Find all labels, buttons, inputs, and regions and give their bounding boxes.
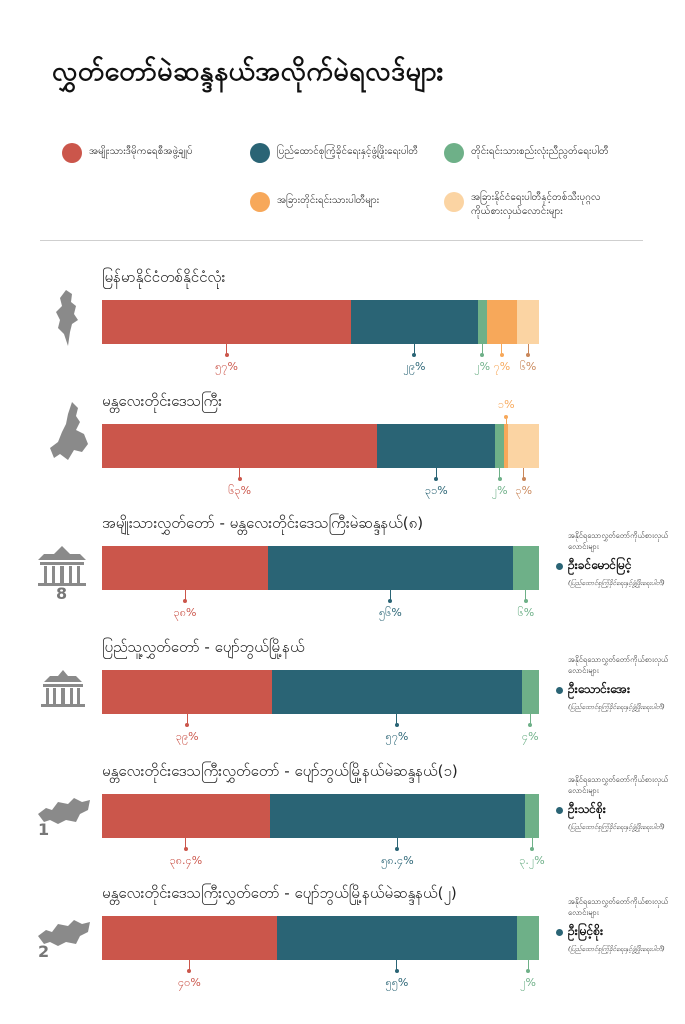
pct-label: ၂% <box>491 484 508 497</box>
legend-item-nld <box>62 142 193 163</box>
pct-label: ၅၇% <box>215 360 238 373</box>
stacked-bar <box>102 670 539 714</box>
winner-row <box>556 923 681 941</box>
winner-name: ဦးသင်စိုး <box>568 802 606 816</box>
bar-segment-ethnic_state <box>525 794 539 838</box>
legend-swatch-other-ethnic <box>250 192 270 212</box>
bar-segment-nld <box>102 794 270 838</box>
winner-party: (ပြည်ထောင်စုကြံ့ခိုင်ရေးနှင့်ဖွံ့ဖြိုးရေးပါတီ) <box>568 945 665 953</box>
stacked-bar <box>102 916 539 960</box>
data-label-nld <box>156 838 216 870</box>
data-label-nld <box>159 960 219 992</box>
chart-section <box>0 392 685 497</box>
pct-label: ၄% <box>521 730 539 743</box>
pct-dot <box>524 599 528 603</box>
pct-dot <box>434 477 438 481</box>
pct-label: ၅၅% <box>385 976 409 989</box>
winner-dot <box>556 563 563 570</box>
section-title: မန္တလေးတိုင်းဒေသကြီး <box>102 392 222 410</box>
bar-segment-usdp <box>272 670 521 714</box>
pct-label: ၆% <box>519 360 537 373</box>
data-label-ethnic_state <box>498 960 558 992</box>
bar-segment-usdp <box>351 300 478 344</box>
winner-party: (ပြည်ထောင်စုကြံ့ခိုင်ရေးနှင့်ဖွံ့ဖြိုးရေးပါတီ) <box>568 579 665 587</box>
winner-panel <box>556 774 681 833</box>
winner-dot <box>556 807 563 814</box>
pct-label: ၅၈.၄% <box>381 854 414 867</box>
stacked-bar <box>102 300 539 344</box>
legend-item-usdp <box>250 142 418 163</box>
winner-dot <box>556 687 563 694</box>
legend-label: ပြည်ထောင်စုကြံ့ခိုင်ရေးနှင့်ဖွံ့ဖြိုးရေးပါတီ <box>277 146 419 157</box>
bar-segment-nld <box>102 916 277 960</box>
bar-segment-ethnic_state <box>495 424 504 468</box>
chart-section <box>0 268 685 373</box>
winner-row <box>556 801 681 819</box>
legend-item-ethnic-state <box>444 142 609 163</box>
pct-dot <box>412 353 416 357</box>
pct-tick <box>506 419 507 427</box>
pct-dot <box>185 723 189 727</box>
constituency-number: 8 <box>56 584 68 603</box>
legend-swatch-others <box>444 192 464 212</box>
data-label-nld <box>155 590 215 622</box>
legend-swatch-nld <box>62 143 82 163</box>
bar-segment-usdp <box>277 916 517 960</box>
data-label-nld <box>210 468 270 500</box>
data-label-others <box>498 344 558 376</box>
constituency-number: 2 <box>38 942 50 961</box>
data-label-nld <box>197 344 257 376</box>
bar-segment-nld <box>102 670 272 714</box>
winner-row <box>556 557 681 575</box>
data-label-usdp <box>367 714 427 746</box>
winner-header: အနိုင်ရသောလွှတ်တော်ကိုယ်စားလှယ်လောင်းများ <box>568 655 669 675</box>
pct-label: ၆၃% <box>228 484 252 497</box>
data-label-usdp <box>384 344 444 376</box>
winner-name: ဦးခင်မောင်မြင့် <box>568 558 632 572</box>
pct-dot <box>395 969 399 973</box>
winner-header: အနိုင်ရသောလွှတ်တော်ကိုယ်စားလှယ်လောင်းများ <box>568 897 669 917</box>
pct-label: ၂% <box>520 976 536 989</box>
bar-segment-nld <box>102 424 377 468</box>
pct-dot <box>522 477 526 481</box>
legend-item-others <box>444 191 634 219</box>
data-label-ethnic_state <box>500 714 560 746</box>
pct-dot <box>530 847 534 851</box>
pct-label: ၁% <box>497 398 515 411</box>
pct-dot <box>187 969 191 973</box>
legend-item-other-ethnic <box>250 191 379 212</box>
bar-segment-others <box>508 424 539 468</box>
pct-label: ၇% <box>493 360 511 373</box>
stacked-bar <box>102 424 539 468</box>
winner-row <box>556 681 681 699</box>
section-title: ပြည်သူ့လွှတ်တော် - ပျော်ဘွယ်မြို့နယ် <box>102 638 305 656</box>
pct-dot <box>395 723 399 727</box>
pct-dot <box>526 353 530 357</box>
bar-segment-other_ethnic <box>487 300 518 344</box>
data-label-usdp <box>406 468 466 500</box>
bar-segment-ethnic_state <box>517 916 539 960</box>
pct-label: ၃၁% <box>424 484 448 497</box>
section-title: မြန်မာနိုင်ငံတစ်နိုင်ငံလုံး <box>102 268 226 286</box>
pct-label: ၆% <box>517 606 535 619</box>
stacked-bar <box>102 794 539 838</box>
section-title: အမျိုးသားလွှတ်တော် - မန္တလေးတိုင်းဒေသကြီးမဲဆန္ဒနယ်(၈) <box>102 514 424 532</box>
data-label-others <box>494 468 554 500</box>
winner-name: ဦးသောင်းအေး <box>568 682 631 696</box>
pct-label: ၅၆% <box>378 606 402 619</box>
winner-panel <box>556 530 681 589</box>
winner-dot <box>556 929 563 936</box>
pct-dot <box>183 599 187 603</box>
pct-dot <box>184 847 188 851</box>
bar-segment-ethnic_state <box>478 300 487 344</box>
bar-segment-others <box>517 300 539 344</box>
pct-dot <box>528 723 532 727</box>
data-label-nld <box>157 714 217 746</box>
bar-segment-ethnic_state <box>513 546 539 590</box>
bar-segment-nld <box>102 546 268 590</box>
bar-segment-ethnic_state <box>522 670 539 714</box>
winner-name: ဦးမြင့်စိုး <box>568 924 604 938</box>
bar-segment-usdp <box>268 546 513 590</box>
data-label-ethnic_state <box>496 590 556 622</box>
page-title: လွှတ်တော်မဲဆန္ဒနယ်အလိုက်မဲရလဒ်များ <box>52 56 444 87</box>
winner-party: (ပြည်ထောင်စုကြံ့ခိုင်ရေးနှင့်ဖွံ့ဖြိုးရေးပါတီ) <box>568 823 665 831</box>
pct-label: ၃.၂% <box>519 854 545 867</box>
winner-panel <box>556 654 681 713</box>
data-label-ethnic_state <box>502 838 562 870</box>
pct-label: ၂% <box>474 360 491 373</box>
legend-label: တိုင်းရင်းသားစည်းလုံးညီညွတ်ရေးပါတီ <box>471 146 609 157</box>
bar-segment-usdp <box>377 424 495 468</box>
winner-header: အနိုင်ရသောလွှတ်တော်ကိုယ်စားလှယ်လောင်းများ <box>568 775 669 795</box>
pct-dot <box>395 847 399 851</box>
pct-dot <box>238 477 242 481</box>
data-label-usdp <box>360 590 420 622</box>
data-label-other_ethnic <box>476 398 536 427</box>
pct-label: ၃၈.၄% <box>169 854 203 867</box>
winner-party: (ပြည်ထောင်စုကြံ့ခိုင်ရေးနှင့်ဖွံ့ဖြိုးရေးပါတီ) <box>568 703 665 711</box>
divider <box>40 240 643 241</box>
pct-label: ၅၇% <box>385 730 409 743</box>
pct-label: ၄၀% <box>177 976 201 989</box>
pct-label: ၃၉% <box>175 730 199 743</box>
winner-header: အနိုင်ရသောလွှတ်တော်ကိုယ်စားလှယ်လောင်းများ <box>568 531 669 551</box>
data-label-usdp <box>367 960 427 992</box>
pct-label: ၃၈% <box>173 606 197 619</box>
section-title: မန္တလေးတိုင်းဒေသကြီးလွှတ်တော် - ပျော်ဘွယ်မြို့နယ်မဲဆန္ဒနယ်(၂) <box>102 884 457 902</box>
legend-swatch-usdp <box>250 143 270 163</box>
pct-label: ၂၉% <box>403 360 426 373</box>
pct-label: ၃% <box>515 484 533 497</box>
section-title: မန္တလေးတိုင်းဒေသကြီးလွှတ်တော် - ပျော်ဘွယ်မြို့နယ်မဲဆန္ဒနယ်(၁) <box>102 762 458 780</box>
bar-segment-nld <box>102 300 351 344</box>
bar-segment-usdp <box>270 794 525 838</box>
winner-panel <box>556 896 681 955</box>
pct-dot <box>526 969 530 973</box>
legend-label: အမျိုးသားဒီမိုကရေစီအဖွဲ့ချုပ် <box>89 146 193 157</box>
pct-dot <box>225 353 229 357</box>
data-label-usdp <box>367 838 427 870</box>
stacked-bar <box>102 546 539 590</box>
constituency-number: 1 <box>38 820 50 839</box>
legend-swatch-ethnic-state <box>444 143 464 163</box>
pct-dot <box>388 599 392 603</box>
legend-label: အခြားနိုင်ငံရေးပါတီနှင့်တစ်သီးပုဂ္ဂလကိုယ်စားလှယ်လောင်းများ <box>471 192 601 217</box>
legend-label: အခြားတိုင်းရင်းသားပါတီများ <box>277 195 380 206</box>
